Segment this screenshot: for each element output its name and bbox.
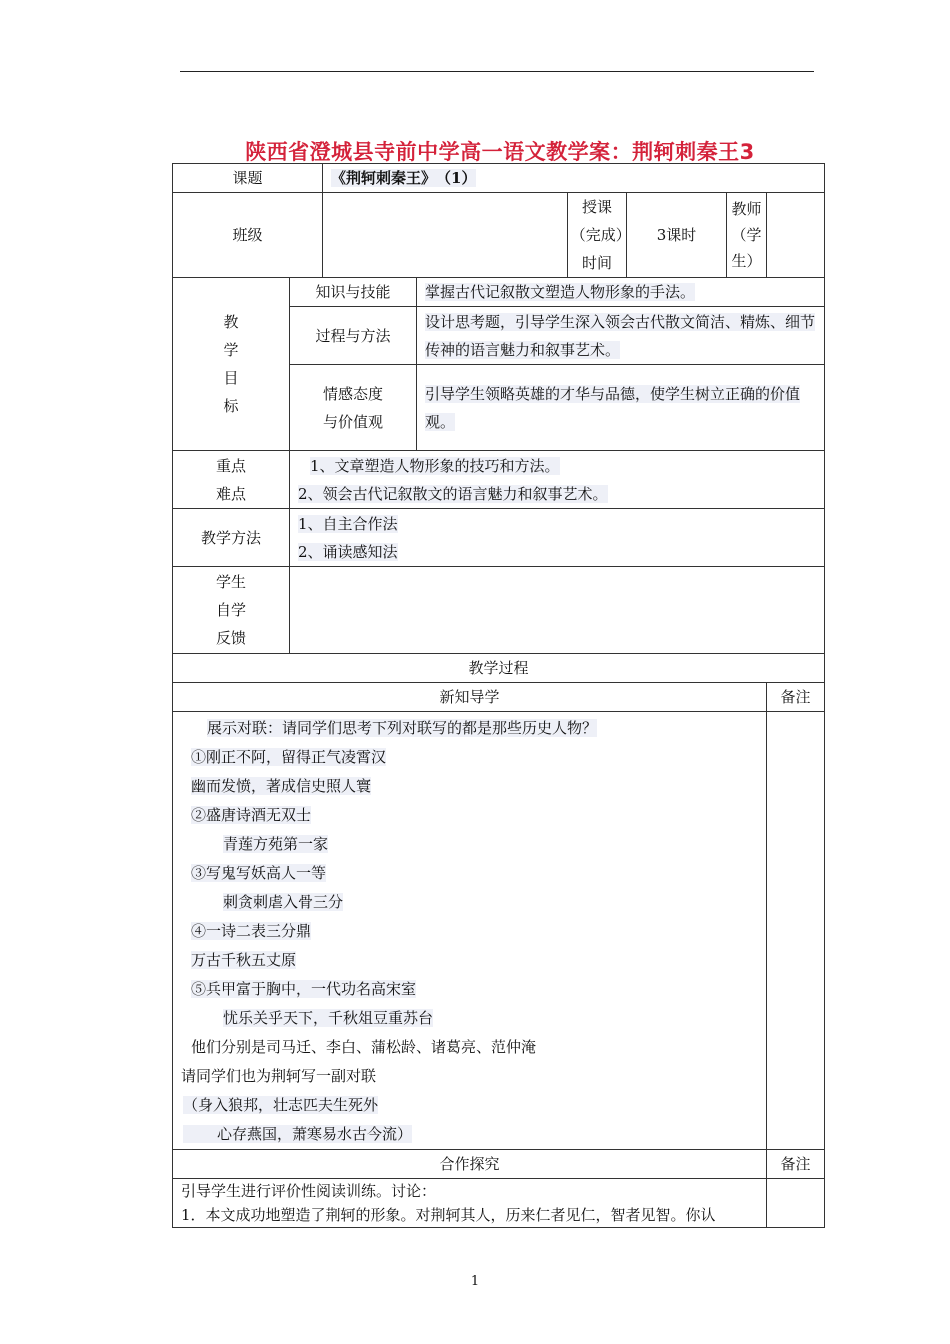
- notes-label: 备注: [767, 683, 825, 712]
- notes-cell: [767, 1179, 825, 1228]
- teacher-value: [767, 193, 825, 278]
- header-rule: [180, 71, 814, 72]
- feedback-label: 学生自学反馈: [173, 567, 290, 654]
- objective-name: 知识与技能: [290, 278, 417, 307]
- key-points-label: 重点难点: [173, 451, 290, 509]
- section1-content: 展示对联：请同学们思考下列对联写的都是那些历史人物？ ①刚正不阿，留得正气凌霄汉 幽而发愤，著成信史照人寰 ②盛唐诗酒无双士 青莲方苑第一家 ③写鬼写妖高人一等 刺贪刺虐入骨三分 ④一诗二表三分鼎 万古千秋五丈原 ⑤兵甲富于胸中，一代功名高宋室 忧乐关乎天下，千秋俎豆重苏台 他们分别是司马迁、李白、蒲松龄、诸葛亮、范仲淹 请同学们也为荆轲写一副对联 （身入狼邦，壮志匹夫生死外 心存燕国，萧寒易水古今流）: [173, 712, 767, 1150]
- objective-content: 设计思考题，引导学生深入领会古代散文简洁、精炼、细节传神的语言魅力和叙事艺术。: [417, 307, 825, 365]
- objective-name: 过程与方法: [290, 307, 417, 365]
- objective-name: 情感态度与价值观: [290, 365, 417, 451]
- process-label: 教学过程: [173, 654, 825, 683]
- key-points-content: 1、文章塑造人物形象的技巧和方法。 2、领会古代记叙散文的语言魅力和叙事艺术。: [290, 451, 825, 509]
- page-number: 1: [470, 1274, 480, 1289]
- topic-label: 课题: [173, 164, 323, 193]
- lesson-plan-table: [172, 163, 825, 1228]
- notes-label: 备注: [767, 1150, 825, 1179]
- objectives-label: 教学目标: [173, 278, 290, 451]
- feedback-content: [290, 567, 825, 654]
- hours-value: 3课时: [627, 193, 727, 278]
- section-label: 合作探究: [173, 1150, 767, 1179]
- methods-label: 教学方法: [173, 509, 290, 567]
- notes-cell: [767, 712, 825, 1150]
- section-label: 新知导学: [173, 683, 767, 712]
- methods-content: 1、自主合作法 2、诵读感知法: [290, 509, 825, 567]
- class-value: [323, 193, 568, 278]
- class-label: 班级: [173, 193, 323, 278]
- objective-content: 掌握古代记叙散文塑造人物形象的手法。: [417, 278, 825, 307]
- page-title: 陕西省澄城县寺前中学高一语文教学案：荆轲刺秦王3: [245, 140, 755, 164]
- section2-content: 引导学生进行评价性阅读训练。讨论： 1．本文成功地塑造了荆轲的形象。对荆轲其人，历来仁者见仁，智者见智。你认: [173, 1179, 767, 1228]
- objective-content: 引导学生领略英雄的才华与品德，使学生树立正确的价值观。: [417, 365, 825, 451]
- time-label: 授课（完成）时间: [568, 193, 627, 278]
- teacher-label: 教师（学生）: [727, 193, 767, 278]
- topic-value: 《荆轲刺秦王》 （1）: [323, 164, 825, 193]
